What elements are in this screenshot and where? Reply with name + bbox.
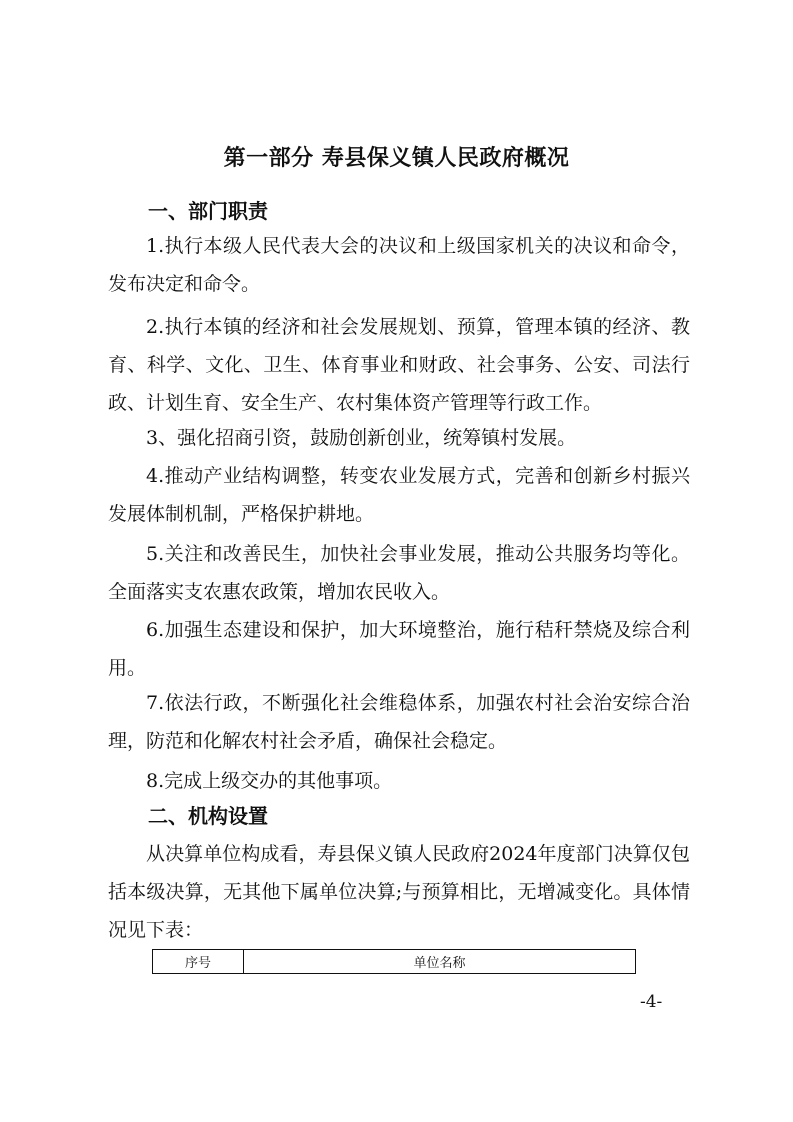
- duty-item-1: 1.执行本级人民代表大会的决议和上级国家机关的决议和命令，发布决定和命令。: [108, 235, 690, 295]
- unit-table: [152, 949, 636, 974]
- table-header-index: 序号: [153, 950, 244, 974]
- page-number: -4-: [640, 992, 663, 1012]
- section-heading-duties: 一、部门职责: [148, 199, 268, 223]
- organization-paragraph: 从决算单位构成看，寿县保义镇人民政府2024年度部门决算仅包括本级决算，无其他下属单位决算;与预算相比，无增减变化。具体情况见下表：: [108, 843, 690, 941]
- page-title: 第一部分 寿县保义镇人民政府概况: [223, 146, 570, 171]
- table-header-unit-name: 单位名称: [244, 950, 636, 974]
- duty-item-2: 2.执行本镇的经济和社会发展规划、预算，管理本镇的经济、教育、科学、文化、卫生、体育事业和财政、社会事务、公安、司法行政、计划生育、安全生产、农村集体资产管理等行政工作。: [108, 316, 690, 414]
- section-heading-organization: 二、机构设置: [148, 804, 268, 828]
- duty-item-8: 8.完成上级交办的其他事项。: [146, 770, 393, 792]
- duty-item-4: 4.推动产业结构调整，转变农业发展方式，完善和创新乡村振兴发展体制机制，严格保护耕地。: [108, 465, 690, 525]
- duty-item-7: 7.依法行政，不断强化社会维稳体系，加强农村社会治安综合治理，防范和化解农村社会矛盾，确保社会稳定。: [108, 692, 690, 752]
- duty-item-6: 6.加强生态建设和保护，加大环境整治，施行秸秆禁烧及综合利用。: [108, 619, 690, 679]
- duty-item-5: 5.关注和改善民生，加快社会事业发展，推动公共服务均等化。全面落实支农惠农政策，增加农民收入。: [108, 543, 690, 603]
- table-header-row: [153, 950, 636, 974]
- duty-item-3: 3、强化招商引资，鼓励创新创业，统筹镇村发展。: [146, 427, 577, 449]
